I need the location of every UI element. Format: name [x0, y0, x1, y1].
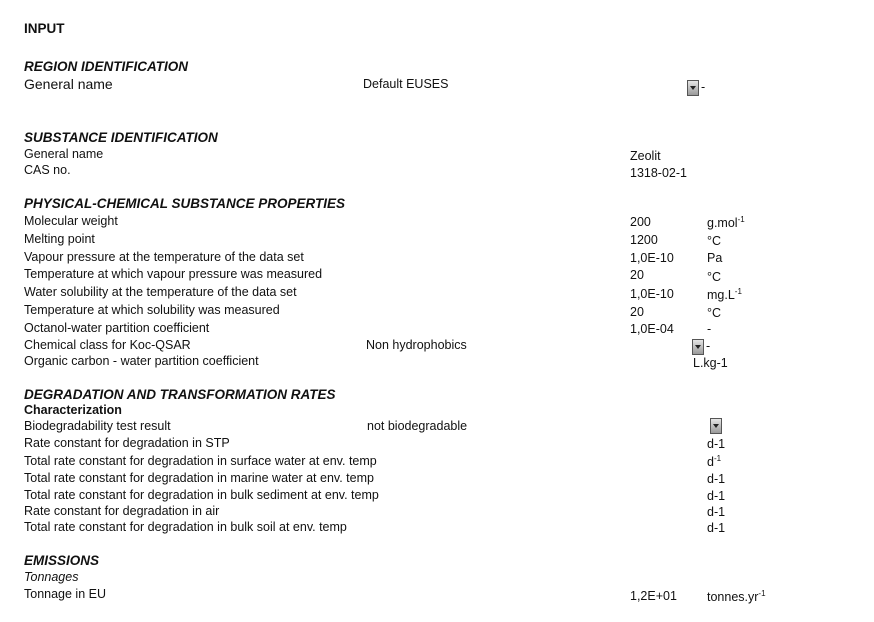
air-rate-label: Rate constant for degradation in air: [24, 504, 220, 518]
melting-point-unit: °C: [707, 234, 722, 248]
kow-unit: -: [707, 322, 712, 336]
vapour-temp-value: 20: [630, 268, 644, 282]
molecular-weight-value: 200: [630, 215, 651, 229]
tonnage-eu-label: Tonnage in EU: [24, 587, 107, 601]
koc-class-value: Non hydrophobics: [366, 338, 467, 352]
stp-rate-unit: d-1: [707, 437, 726, 451]
sediment-rate-label: Total rate constant for degradation in bulk sediment at env. temp: [24, 488, 379, 502]
vapour-pressure-unit: Pa: [707, 251, 723, 265]
emissions-heading: EMISSIONS: [24, 553, 100, 568]
biodegradability-value: not biodegradable: [367, 419, 468, 433]
region-dropdown-icon[interactable]: [687, 80, 699, 96]
koc-class-unit: -: [706, 339, 711, 353]
tonnages-subheading: Tonnages: [24, 570, 79, 584]
kow-label: Octanol-water partition coefficient: [24, 321, 210, 335]
solubility-temp-label: Temperature at which solubility was measured: [24, 303, 280, 317]
biodegradability-dropdown-icon[interactable]: [710, 418, 722, 434]
vapour-pressure-label: Vapour pressure at the temperature of the data set: [24, 250, 304, 264]
solubility-temp-value: 20: [630, 305, 644, 319]
physchem-heading: PHYSICAL-CHEMICAL SUBSTANCE PROPERTIES: [24, 196, 346, 211]
marine-water-rate-unit: d-1: [707, 472, 726, 486]
surface-water-rate-label: Total rate constant for degradation in surface water at env. temp: [24, 454, 377, 468]
sediment-rate-unit: d-1: [707, 489, 726, 503]
kow-value: 1,0E-04: [630, 322, 674, 336]
vapour-pressure-value: 1,0E-10: [630, 251, 674, 265]
water-solubility-unit: $mg.L^{-1}$: [707, 287, 742, 302]
region-heading: REGION IDENTIFICATION: [24, 59, 188, 74]
degradation-heading: DEGRADATION AND TRANSFORMATION RATES: [24, 387, 336, 402]
koc-unit: L.kg-1: [693, 356, 728, 370]
region-name-value: Default EUSES: [363, 77, 449, 91]
stp-rate-label: Rate constant for degradation in STP: [24, 436, 230, 450]
soil-rate-label: Total rate constant for degradation in bulk soil at env. temp: [24, 520, 347, 534]
vapour-temp-unit: °C: [707, 270, 722, 284]
soil-rate-unit: d-1: [707, 521, 726, 535]
characterization-subheading: Characterization: [24, 403, 122, 417]
water-solubility-value: 1,0E-10: [630, 287, 674, 301]
melting-point-label: Melting point: [24, 232, 95, 246]
cas-value: 1318-02-1: [630, 166, 687, 180]
marine-water-rate-label: Total rate constant for degradation in marine water at env. temp: [24, 471, 374, 485]
region-unit: -: [701, 80, 706, 94]
molecular-weight-label: Molecular weight: [24, 214, 118, 228]
region-name-label: General name: [24, 76, 113, 92]
page-title: INPUT: [24, 21, 65, 36]
surface-water-rate-unit: $d^{-1}$: [707, 454, 722, 469]
substance-name-label: General name: [24, 147, 104, 161]
koc-label: Organic carbon - water partition coefficient: [24, 354, 259, 368]
substance-name-value: Zeolit: [630, 149, 661, 163]
vapour-temp-label: Temperature at which vapour pressure was measured: [24, 267, 323, 281]
tonnage-eu-value: 1,2E+01: [630, 589, 677, 603]
cas-label: CAS no.: [24, 163, 71, 177]
melting-point-value: 1200: [630, 233, 658, 247]
koc-class-dropdown-icon[interactable]: [692, 339, 704, 355]
air-rate-unit: d-1: [707, 505, 726, 519]
solubility-temp-unit: °C: [707, 306, 722, 320]
koc-class-label: Chemical class for Koc-QSAR: [24, 338, 191, 352]
biodegradability-label: Biodegradability test result: [24, 419, 171, 433]
molecular-weight-unit: g.mol$^{-1}$: [707, 215, 745, 230]
water-solubility-label: Water solubility at the temperature of the data set: [24, 285, 297, 299]
substance-heading: SUBSTANCE IDENTIFICATION: [24, 130, 218, 145]
tonnage-eu-unit: $tonnes.yr^{-1}$: [707, 589, 766, 604]
